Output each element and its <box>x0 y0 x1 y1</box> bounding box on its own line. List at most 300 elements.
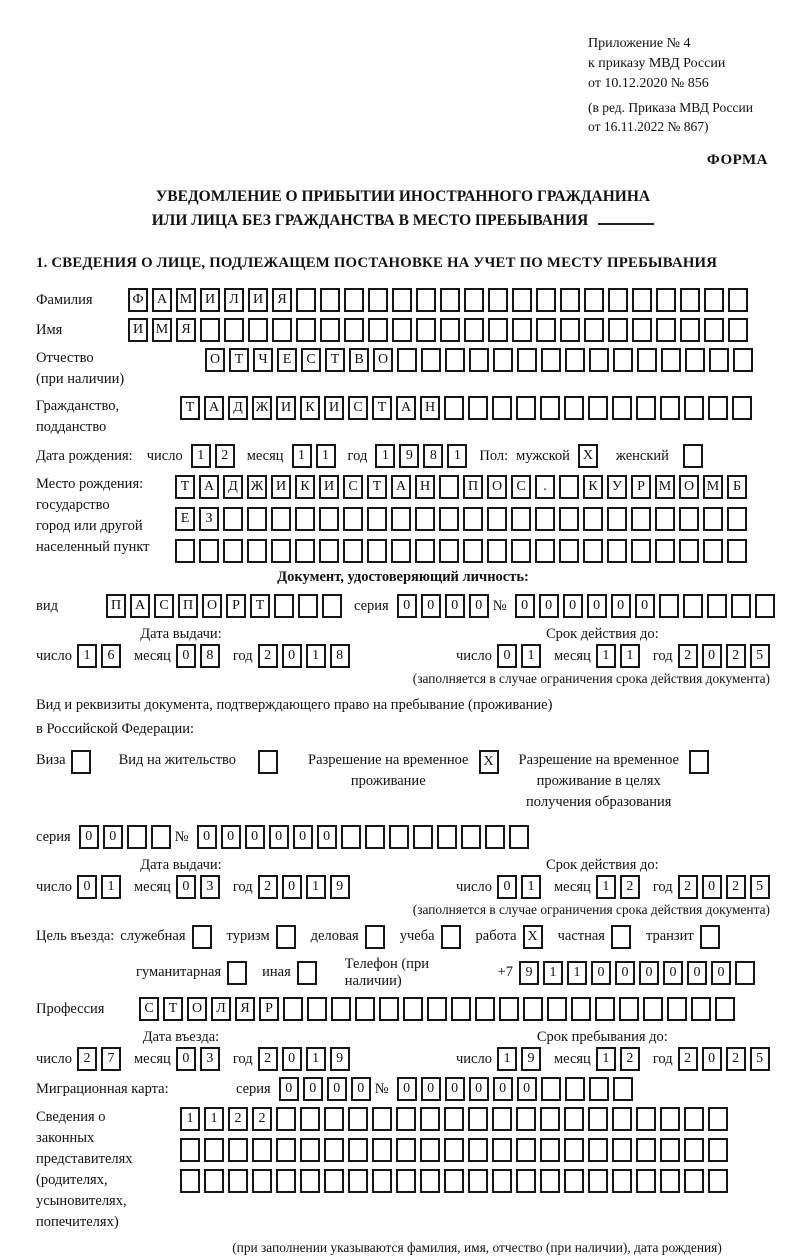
char-box[interactable] <box>372 1169 392 1193</box>
char-box[interactable]: 0 <box>303 1077 323 1101</box>
char-box[interactable] <box>655 539 675 563</box>
char-box[interactable] <box>300 1107 320 1131</box>
char-box[interactable]: 2 <box>726 1047 746 1071</box>
char-box[interactable] <box>439 507 459 531</box>
char-box[interactable]: 0 <box>421 594 441 618</box>
char-box[interactable] <box>535 539 555 563</box>
char-box[interactable] <box>397 348 417 372</box>
char-box[interactable] <box>732 396 752 420</box>
char-box[interactable]: 5 <box>750 875 770 899</box>
char-box[interactable] <box>492 1169 512 1193</box>
char-box[interactable]: 0 <box>469 594 489 618</box>
char-box[interactable] <box>487 507 507 531</box>
char-box[interactable]: 0 <box>103 825 123 849</box>
char-box[interactable] <box>320 288 340 312</box>
char-box[interactable]: С <box>348 396 368 420</box>
char-box[interactable]: 0 <box>591 961 611 985</box>
char-box[interactable] <box>127 825 147 849</box>
char-box[interactable]: 0 <box>397 1077 417 1101</box>
char-box[interactable] <box>344 288 364 312</box>
char-box[interactable] <box>708 1107 728 1131</box>
char-box[interactable]: И <box>248 288 268 312</box>
char-box[interactable]: 0 <box>282 644 302 668</box>
char-box[interactable] <box>655 507 675 531</box>
char-box[interactable] <box>700 925 720 949</box>
char-box[interactable] <box>199 539 219 563</box>
char-box[interactable] <box>559 507 579 531</box>
char-box[interactable] <box>444 1138 464 1162</box>
char-box[interactable]: О <box>373 348 393 372</box>
char-box[interactable] <box>613 1077 633 1101</box>
char-box[interactable] <box>541 1077 561 1101</box>
char-box[interactable]: С <box>301 348 321 372</box>
char-box[interactable] <box>536 288 556 312</box>
char-box[interactable] <box>589 1077 609 1101</box>
char-box[interactable] <box>564 1138 584 1162</box>
char-box[interactable] <box>588 1107 608 1131</box>
char-box[interactable] <box>709 348 729 372</box>
char-box[interactable] <box>365 825 385 849</box>
char-box[interactable] <box>584 288 604 312</box>
char-box[interactable]: 1 <box>306 644 326 668</box>
char-box[interactable] <box>391 539 411 563</box>
char-box[interactable]: 1 <box>180 1107 200 1131</box>
char-box[interactable]: 9 <box>519 961 539 985</box>
char-box[interactable] <box>727 539 747 563</box>
char-box[interactable]: 1 <box>306 875 326 899</box>
char-box[interactable] <box>488 318 508 342</box>
char-box[interactable] <box>180 1169 200 1193</box>
char-box[interactable] <box>540 1107 560 1131</box>
char-box[interactable]: С <box>154 594 174 618</box>
char-box[interactable]: 0 <box>587 594 607 618</box>
char-box[interactable] <box>355 997 375 1021</box>
char-box[interactable] <box>274 594 294 618</box>
char-box[interactable] <box>683 444 703 468</box>
char-box[interactable] <box>463 539 483 563</box>
char-box[interactable] <box>344 318 364 342</box>
char-box[interactable]: 0 <box>79 825 99 849</box>
char-box[interactable] <box>300 1169 320 1193</box>
char-box[interactable] <box>416 288 436 312</box>
char-box[interactable] <box>464 318 484 342</box>
char-box[interactable]: А <box>396 396 416 420</box>
char-box[interactable]: 2 <box>620 1047 640 1071</box>
char-box[interactable]: Ф <box>128 288 148 312</box>
char-box[interactable] <box>516 1138 536 1162</box>
char-box[interactable] <box>319 539 339 563</box>
char-box[interactable] <box>679 539 699 563</box>
char-box[interactable] <box>595 997 615 1021</box>
char-box[interactable] <box>416 318 436 342</box>
char-box[interactable] <box>368 318 388 342</box>
char-box[interactable]: 0 <box>421 1077 441 1101</box>
char-box[interactable] <box>324 1138 344 1162</box>
char-box[interactable]: П <box>178 594 198 618</box>
char-box[interactable] <box>228 1169 248 1193</box>
char-box[interactable]: 8 <box>200 644 220 668</box>
char-box[interactable] <box>392 288 412 312</box>
char-box[interactable] <box>660 1169 680 1193</box>
char-box[interactable]: И <box>324 396 344 420</box>
char-box[interactable] <box>468 1107 488 1131</box>
char-box[interactable] <box>367 507 387 531</box>
char-box[interactable]: 1 <box>620 644 640 668</box>
char-box[interactable] <box>300 1138 320 1162</box>
char-box[interactable]: Р <box>226 594 246 618</box>
char-box[interactable] <box>252 1138 272 1162</box>
char-box[interactable] <box>461 825 481 849</box>
char-box[interactable]: Н <box>415 475 435 499</box>
char-box[interactable]: Е <box>277 348 297 372</box>
char-box[interactable] <box>445 348 465 372</box>
char-box[interactable] <box>451 997 471 1021</box>
char-box[interactable] <box>224 318 244 342</box>
char-box[interactable] <box>204 1138 224 1162</box>
char-box[interactable]: 0 <box>221 825 241 849</box>
char-box[interactable] <box>607 539 627 563</box>
char-box[interactable] <box>523 997 543 1021</box>
char-box[interactable]: М <box>152 318 172 342</box>
char-box[interactable] <box>643 997 663 1021</box>
char-box[interactable]: 0 <box>539 594 559 618</box>
char-box[interactable]: Я <box>272 288 292 312</box>
char-box[interactable]: 2 <box>726 644 746 668</box>
char-box[interactable]: Т <box>367 475 387 499</box>
char-box[interactable]: Б <box>727 475 747 499</box>
char-box[interactable] <box>396 1169 416 1193</box>
char-box[interactable] <box>731 594 751 618</box>
char-box[interactable] <box>564 1107 584 1131</box>
char-box[interactable]: 1 <box>77 644 97 668</box>
char-box[interactable]: 0 <box>317 825 337 849</box>
char-box[interactable] <box>684 1169 704 1193</box>
char-box[interactable]: К <box>300 396 320 420</box>
char-box[interactable] <box>247 539 267 563</box>
char-box[interactable] <box>679 507 699 531</box>
char-box[interactable] <box>389 825 409 849</box>
char-box[interactable]: 0 <box>702 1047 722 1071</box>
char-box[interactable] <box>636 396 656 420</box>
char-box[interactable] <box>607 507 627 531</box>
char-box[interactable] <box>547 997 567 1021</box>
char-box[interactable]: 9 <box>330 875 350 899</box>
char-box[interactable] <box>440 318 460 342</box>
char-box[interactable] <box>468 1169 488 1193</box>
char-box[interactable] <box>492 1138 512 1162</box>
char-box[interactable]: В <box>349 348 369 372</box>
char-box[interactable]: 0 <box>176 875 196 899</box>
char-box[interactable] <box>735 961 755 985</box>
char-box[interactable] <box>683 594 703 618</box>
char-box[interactable] <box>420 1107 440 1131</box>
char-box[interactable] <box>516 396 536 420</box>
char-box[interactable] <box>322 594 342 618</box>
char-box[interactable]: Ж <box>247 475 267 499</box>
char-box[interactable] <box>343 539 363 563</box>
char-box[interactable]: И <box>276 396 296 420</box>
char-box[interactable] <box>492 396 512 420</box>
char-box[interactable]: Р <box>631 475 651 499</box>
char-box[interactable] <box>324 1107 344 1131</box>
char-box[interactable]: 1 <box>521 644 541 668</box>
char-box[interactable] <box>565 1077 585 1101</box>
char-box[interactable]: 0 <box>351 1077 371 1101</box>
char-box[interactable]: 1 <box>596 1047 616 1071</box>
char-box[interactable]: 0 <box>615 961 635 985</box>
char-box[interactable] <box>680 318 700 342</box>
char-box[interactable]: 1 <box>375 444 395 468</box>
char-box[interactable] <box>708 1138 728 1162</box>
char-box[interactable] <box>485 825 505 849</box>
char-box[interactable] <box>295 507 315 531</box>
char-box[interactable] <box>413 825 433 849</box>
char-box[interactable]: 0 <box>327 1077 347 1101</box>
char-box[interactable]: 0 <box>497 875 517 899</box>
char-box[interactable]: О <box>202 594 222 618</box>
char-box[interactable]: У <box>607 475 627 499</box>
char-box[interactable]: Т <box>250 594 270 618</box>
char-box[interactable] <box>469 348 489 372</box>
char-box[interactable]: 0 <box>445 1077 465 1101</box>
char-box[interactable] <box>444 396 464 420</box>
char-box[interactable] <box>661 348 681 372</box>
char-box[interactable] <box>200 318 220 342</box>
char-box[interactable]: О <box>187 997 207 1021</box>
char-box[interactable] <box>611 925 631 949</box>
char-box[interactable] <box>612 396 632 420</box>
char-box[interactable]: Т <box>325 348 345 372</box>
char-box[interactable]: 0 <box>293 825 313 849</box>
char-box[interactable] <box>517 348 537 372</box>
char-box[interactable] <box>439 539 459 563</box>
char-box[interactable] <box>439 475 459 499</box>
char-box[interactable] <box>509 825 529 849</box>
char-box[interactable] <box>689 750 709 774</box>
char-box[interactable] <box>421 348 441 372</box>
char-box[interactable] <box>612 1169 632 1193</box>
char-box[interactable]: Л <box>224 288 244 312</box>
char-box[interactable] <box>204 1169 224 1193</box>
char-box[interactable] <box>493 348 513 372</box>
char-box[interactable]: 6 <box>101 644 121 668</box>
char-box[interactable]: 0 <box>515 594 535 618</box>
char-box[interactable]: 0 <box>445 594 465 618</box>
char-box[interactable] <box>367 539 387 563</box>
char-box[interactable]: С <box>343 475 363 499</box>
char-box[interactable] <box>589 348 609 372</box>
char-box[interactable] <box>468 1138 488 1162</box>
char-box[interactable] <box>403 997 423 1021</box>
char-box[interactable] <box>755 594 775 618</box>
char-box[interactable]: 0 <box>635 594 655 618</box>
char-box[interactable] <box>488 288 508 312</box>
char-box[interactable]: К <box>295 475 315 499</box>
char-box[interactable]: 0 <box>282 1047 302 1071</box>
char-box[interactable] <box>684 396 704 420</box>
char-box[interactable]: 5 <box>750 644 770 668</box>
char-box[interactable]: И <box>128 318 148 342</box>
char-box[interactable] <box>559 475 579 499</box>
char-box[interactable]: 0 <box>563 594 583 618</box>
char-box[interactable]: Т <box>372 396 392 420</box>
char-box[interactable]: 3 <box>200 1047 220 1071</box>
char-box[interactable] <box>704 288 724 312</box>
char-box[interactable] <box>560 318 580 342</box>
char-box[interactable]: Я <box>176 318 196 342</box>
char-box[interactable] <box>656 288 676 312</box>
char-box[interactable] <box>252 1169 272 1193</box>
char-box[interactable] <box>180 1138 200 1162</box>
char-box[interactable] <box>703 507 723 531</box>
char-box[interactable] <box>608 318 628 342</box>
char-box[interactable]: О <box>205 348 225 372</box>
char-box[interactable] <box>636 1169 656 1193</box>
char-box[interactable] <box>684 1107 704 1131</box>
char-box[interactable]: 1 <box>292 444 312 468</box>
char-box[interactable]: 1 <box>101 875 121 899</box>
char-box[interactable]: 0 <box>702 644 722 668</box>
char-box[interactable] <box>372 1138 392 1162</box>
char-box[interactable] <box>368 288 388 312</box>
char-box[interactable] <box>475 997 495 1021</box>
char-box[interactable] <box>540 396 560 420</box>
char-box[interactable] <box>391 507 411 531</box>
char-box[interactable] <box>691 997 711 1021</box>
char-box[interactable] <box>307 997 327 1021</box>
char-box[interactable] <box>71 750 91 774</box>
char-box[interactable] <box>583 539 603 563</box>
char-box[interactable] <box>684 1138 704 1162</box>
char-box[interactable]: 0 <box>493 1077 513 1101</box>
char-box[interactable]: Ч <box>253 348 273 372</box>
char-box[interactable]: 0 <box>663 961 683 985</box>
char-box[interactable]: И <box>200 288 220 312</box>
char-box[interactable] <box>511 539 531 563</box>
char-box[interactable] <box>492 1107 512 1131</box>
char-box[interactable]: И <box>319 475 339 499</box>
char-box[interactable]: Т <box>163 997 183 1021</box>
char-box[interactable]: 1 <box>596 875 616 899</box>
char-box[interactable]: 2 <box>258 875 278 899</box>
char-box[interactable]: С <box>139 997 159 1021</box>
char-box[interactable]: X <box>578 444 598 468</box>
char-box[interactable] <box>708 396 728 420</box>
char-box[interactable]: 9 <box>521 1047 541 1071</box>
char-box[interactable] <box>271 507 291 531</box>
char-box[interactable] <box>223 507 243 531</box>
char-box[interactable] <box>541 348 561 372</box>
char-box[interactable] <box>667 997 687 1021</box>
char-box[interactable] <box>715 997 735 1021</box>
char-box[interactable] <box>636 1107 656 1131</box>
char-box[interactable] <box>298 594 318 618</box>
char-box[interactable]: 0 <box>711 961 731 985</box>
char-box[interactable]: 2 <box>252 1107 272 1131</box>
char-box[interactable]: 1 <box>316 444 336 468</box>
char-box[interactable]: Д <box>223 475 243 499</box>
char-box[interactable] <box>151 825 171 849</box>
char-box[interactable]: А <box>130 594 150 618</box>
char-box[interactable] <box>348 1169 368 1193</box>
char-box[interactable]: А <box>152 288 172 312</box>
char-box[interactable] <box>396 1107 416 1131</box>
char-box[interactable]: Л <box>211 997 231 1021</box>
char-box[interactable] <box>372 1107 392 1131</box>
char-box[interactable] <box>512 288 532 312</box>
char-box[interactable] <box>248 318 268 342</box>
char-box[interactable]: Т <box>229 348 249 372</box>
char-box[interactable] <box>707 594 727 618</box>
char-box[interactable] <box>588 1169 608 1193</box>
char-box[interactable]: 2 <box>678 875 698 899</box>
char-box[interactable]: О <box>487 475 507 499</box>
char-box[interactable] <box>228 1138 248 1162</box>
char-box[interactable]: А <box>391 475 411 499</box>
char-box[interactable] <box>583 507 603 531</box>
char-box[interactable]: А <box>204 396 224 420</box>
char-box[interactable] <box>516 1107 536 1131</box>
char-box[interactable]: Ж <box>252 396 272 420</box>
char-box[interactable]: 3 <box>200 875 220 899</box>
char-box[interactable] <box>637 348 657 372</box>
char-box[interactable] <box>463 507 483 531</box>
char-box[interactable] <box>612 1138 632 1162</box>
char-box[interactable] <box>588 396 608 420</box>
char-box[interactable] <box>536 318 556 342</box>
char-box[interactable] <box>297 961 317 985</box>
char-box[interactable]: 2 <box>215 444 235 468</box>
char-box[interactable] <box>175 539 195 563</box>
char-box[interactable] <box>565 348 585 372</box>
char-box[interactable] <box>535 507 555 531</box>
char-box[interactable] <box>636 1138 656 1162</box>
char-box[interactable] <box>511 507 531 531</box>
char-box[interactable] <box>631 539 651 563</box>
char-box[interactable] <box>540 1138 560 1162</box>
char-box[interactable]: 1 <box>567 961 587 985</box>
char-box[interactable] <box>512 318 532 342</box>
char-box[interactable] <box>703 539 723 563</box>
char-box[interactable]: Т <box>175 475 195 499</box>
char-box[interactable] <box>276 925 296 949</box>
char-box[interactable]: 2 <box>77 1047 97 1071</box>
char-box[interactable] <box>659 594 679 618</box>
char-box[interactable]: 1 <box>521 875 541 899</box>
char-box[interactable]: Д <box>228 396 248 420</box>
char-box[interactable] <box>540 1169 560 1193</box>
char-box[interactable] <box>516 1169 536 1193</box>
char-box[interactable] <box>733 348 753 372</box>
char-box[interactable] <box>660 1107 680 1131</box>
char-box[interactable] <box>427 997 447 1021</box>
char-box[interactable]: 0 <box>282 875 302 899</box>
char-box[interactable]: 0 <box>469 1077 489 1101</box>
char-box[interactable] <box>660 396 680 420</box>
char-box[interactable] <box>324 1169 344 1193</box>
char-box[interactable] <box>704 318 724 342</box>
char-box[interactable]: 0 <box>77 875 97 899</box>
char-box[interactable] <box>396 1138 416 1162</box>
char-box[interactable] <box>271 539 291 563</box>
char-box[interactable] <box>560 288 580 312</box>
char-box[interactable]: 0 <box>176 644 196 668</box>
char-box[interactable] <box>588 1138 608 1162</box>
char-box[interactable] <box>613 348 633 372</box>
char-box[interactable] <box>444 1107 464 1131</box>
char-box[interactable] <box>437 825 457 849</box>
char-box[interactable]: 2 <box>258 1047 278 1071</box>
